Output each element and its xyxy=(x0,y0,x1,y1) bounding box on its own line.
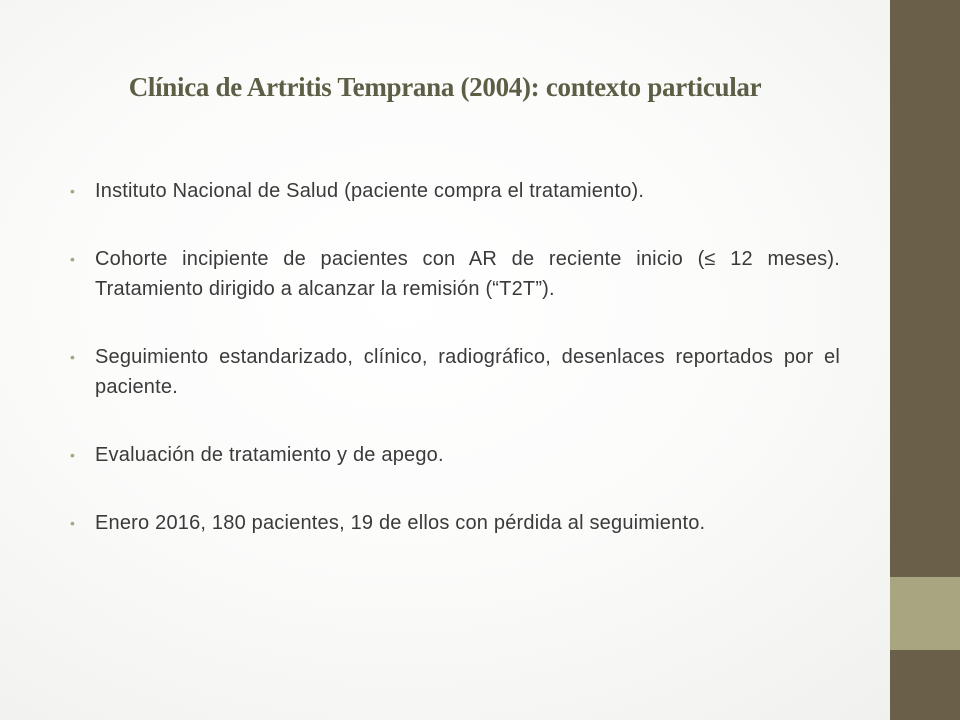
bullet-icon: • xyxy=(70,251,76,267)
bullet-item-3 xyxy=(70,342,840,402)
bullet-icon: • xyxy=(70,447,76,463)
bullet-icon: • xyxy=(70,183,76,199)
bullet-item-4 xyxy=(70,440,840,470)
sidebar-accent-block xyxy=(890,577,960,650)
bullet-text: Seguimiento estandarizado, clínico, radiográfico, desenlaces reportados por el paciente. xyxy=(95,346,840,398)
bullet-list xyxy=(70,176,840,576)
decorative-sidebar xyxy=(890,0,960,720)
bullet-item-2 xyxy=(70,244,840,304)
bullet-text: Enero 2016, 180 pacientes, 19 de ellos con pérdida al seguimiento. xyxy=(95,512,706,534)
sidebar-top-block xyxy=(890,0,960,577)
bullet-text: Instituto Nacional de Salud (paciente compra el tratamiento). xyxy=(95,180,645,202)
bullet-icon: • xyxy=(70,515,76,531)
slide-title: Clínica de Artritis Temprana (2004): contexto particular xyxy=(128,72,762,102)
bullet-item-5 xyxy=(70,508,840,538)
sidebar-bottom-block xyxy=(890,650,960,720)
bullet-item-1 xyxy=(70,176,840,206)
bullet-text: Evaluación de tratamiento y de apego. xyxy=(95,444,444,466)
bullet-text: Cohorte incipiente de pacientes con AR de reciente inicio (≤ 12 meses). Tratamiento dirigido a alcanzar la remisión (“T2T”). xyxy=(95,248,840,300)
bullet-icon: • xyxy=(70,349,76,365)
